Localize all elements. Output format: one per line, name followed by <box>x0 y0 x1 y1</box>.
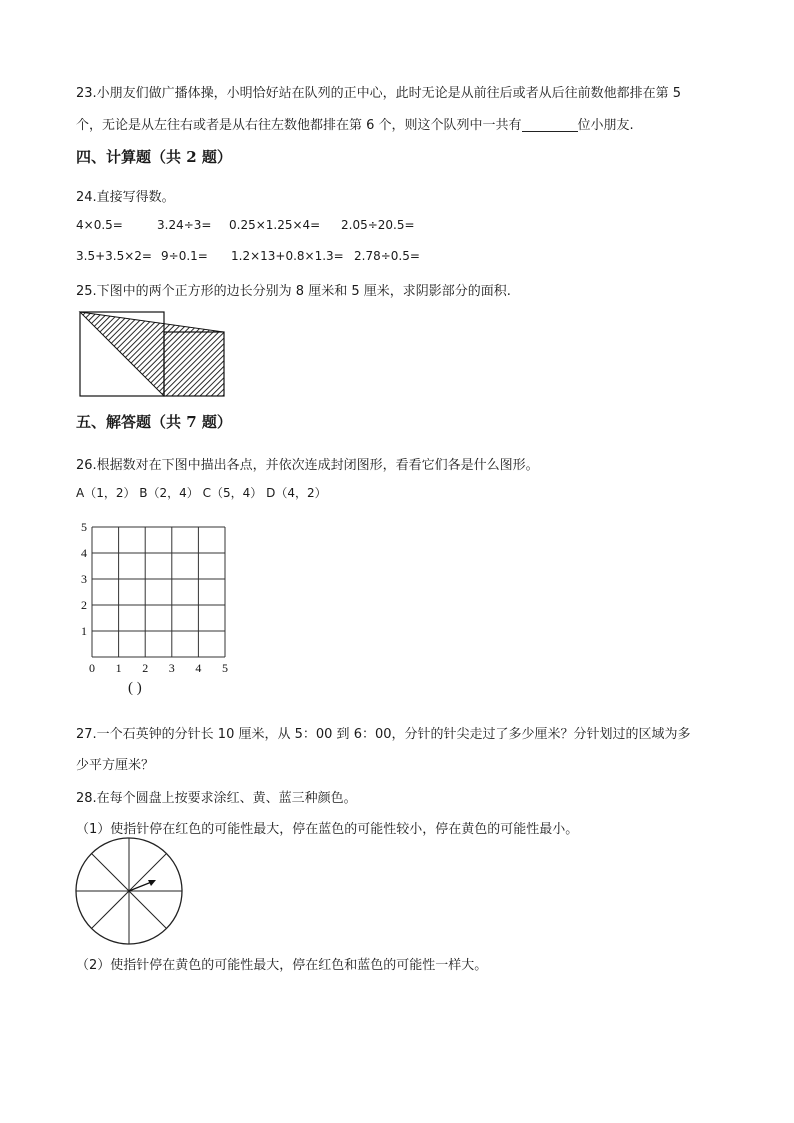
x-tick-label: 3 <box>168 661 175 675</box>
q28-part1: （1）使指针停在红色的可能性最大，停在蓝色的可能性较小，停在黄色的可能性最小。 <box>76 822 579 837</box>
q24-item: 4×0.5= <box>76 218 123 232</box>
q27-line1: 27.一个石英钟的分针长 10 厘米，从 5：00 到 6：00，分针的针尖走过了多少厘米？分针划过的区域为多 <box>76 727 691 742</box>
q23-line2 <box>76 114 634 133</box>
q26-points: A（1，2） B（2，4） C（5，4） D（4，2） <box>76 486 327 500</box>
q24-item: 3.5+3.5×2= <box>76 249 152 263</box>
q26-text: 26.根据数对在下图中描出各点，并依次连成封闭图形，看看它们各是什么图形。 <box>76 458 539 473</box>
x-tick-label: 5 <box>222 661 228 675</box>
arrow-pointer-icon <box>129 880 156 891</box>
q25-text: 25.下图中的两个正方形的边长分别为 8 厘米和 5 厘米，求阴影部分的面积. <box>76 284 511 299</box>
section-4-title: 四、计算题（共 2 题） <box>76 148 232 166</box>
answer-parentheses[interactable]: ( ) <box>128 680 142 696</box>
answer-blank[interactable] <box>522 117 578 132</box>
grid-lines <box>92 527 225 657</box>
x-tick-label: 4 <box>195 661 202 675</box>
shaded-region <box>80 312 224 396</box>
y-tick-label: 4 <box>81 546 87 560</box>
coordinate-grid[interactable] <box>80 520 250 675</box>
q27-line2: 少平方厘米？ <box>76 758 155 773</box>
q28-part2: （2）使指针停在黄色的可能性最大，停在红色和蓝色的可能性一样大。 <box>76 958 488 973</box>
q23-line1: 23.小朋友们做广播体操，小明恰好站在队列的正中心，此时无论是从前往后或者从后往前数他都排在第 5 <box>76 86 682 101</box>
x-tick-label: 1 <box>115 661 122 675</box>
q23-line2-tail: 位小朋友. <box>577 118 634 133</box>
q24-item: 1.2×13+0.8×1.3= <box>231 249 344 263</box>
y-tick-label: 1 <box>81 624 87 638</box>
x-tick-label: 0 <box>89 661 95 675</box>
q23-line2-text: 个，无论是从左往右或者是从右往左数他都排在第 6 个，则这个队列中一共有 <box>76 118 522 133</box>
y-tick-label: 5 <box>81 520 87 534</box>
section-5-title: 五、解答题（共 7 题） <box>76 413 232 431</box>
two-squares-figure <box>76 310 236 400</box>
y-tick-label: 3 <box>81 572 87 586</box>
q28-text: 28.在每个圆盘上按要求涂红、黄、蓝三种颜色。 <box>76 791 357 806</box>
q24-item: 0.25×1.25×4= <box>229 218 321 232</box>
spinner-disc[interactable] <box>74 836 186 948</box>
x-tick-label: 2 <box>142 661 149 675</box>
q24-item: 9÷0.1= <box>161 249 208 263</box>
q24-item: 2.05÷20.5= <box>341 218 415 232</box>
q24-item: 3.24÷3= <box>157 218 212 232</box>
q24-text: 24.直接写得数。 <box>76 190 175 205</box>
q24-item: 2.78÷0.5= <box>354 249 420 263</box>
y-tick-label: 2 <box>81 598 87 612</box>
